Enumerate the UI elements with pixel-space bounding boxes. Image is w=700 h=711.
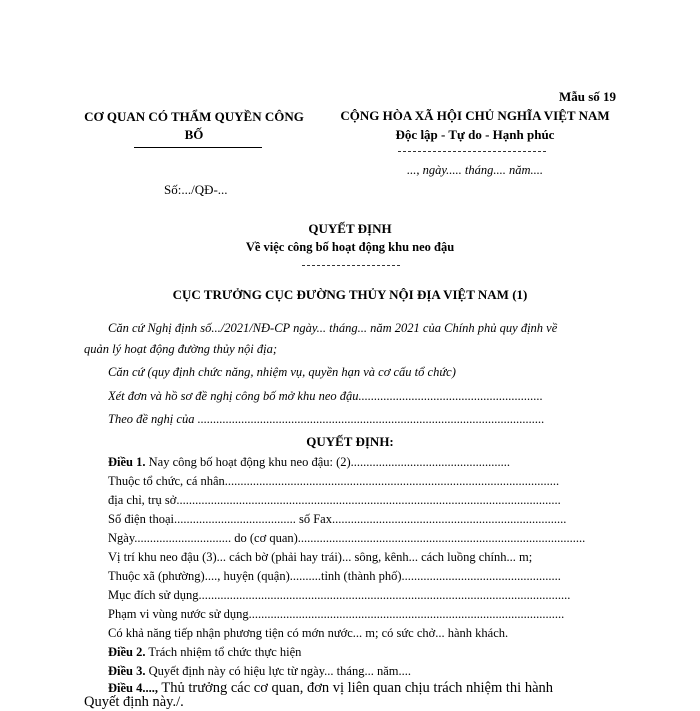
agency-name-line1: CƠ QUAN CÓ THẨM QUYỀN CÔNG	[84, 109, 304, 124]
article-4-continuation: Quyết định này./.	[84, 694, 184, 710]
article-2	[108, 645, 301, 660]
article-2-label: Điều 2.	[108, 645, 146, 659]
article-3	[108, 664, 411, 679]
article-1-line: Thuộc xã (phường)...., huyện (quận)..........tỉnh (thành phố)...................................................	[108, 569, 561, 583]
decide-heading: QUYẾT ĐỊNH:	[306, 434, 394, 449]
article-1-line: địa chỉ, trụ sở...........................................................................................................................	[108, 493, 561, 507]
article-1-line: Số điện thoại....................................... số Fax...........................................................................	[108, 512, 567, 526]
article-3-label: Điều 3.	[108, 664, 146, 678]
preamble-line-1b: quản lý hoạt động đường thủy nội địa;	[84, 342, 277, 356]
document-number: Số:.../QĐ-...	[164, 182, 228, 197]
article-3-text: Quyết định này có hiệu lực từ ngày... tháng... năm....	[145, 664, 411, 678]
subtitle-underline	[302, 265, 400, 266]
preamble-line-1a: Căn cứ Nghị định số.../2021/NĐ-CP ngày... tháng... năm 2021 của Chính phủ quy định về	[108, 321, 558, 335]
article-1-line: Ngày............................... do (cơ quan)............................................................................................	[108, 531, 586, 545]
agency-underline	[134, 147, 262, 148]
preamble-line-2: Căn cứ (quy định chức năng, nhiệm vụ, quyền hạn và cơ cấu tổ chức)	[108, 365, 456, 379]
national-motto: Độc lập - Tự do - Hạnh phúc	[395, 127, 555, 142]
document-date: ..., ngày..... tháng.... năm....	[406, 163, 544, 177]
preamble-line-4: Theo đề nghị của ...............................................................................................................	[108, 412, 545, 426]
article-1-line: Vị trí khu neo đậu (3)... cách bờ (phải hay trái)... sông, kênh... cách luồng chính... m;	[108, 550, 533, 564]
preamble-line-3: Xét đơn và hồ sơ đề nghị công bố mở khu neo đậu...........................................................	[108, 389, 543, 403]
national-title: CỘNG HÒA XÃ HỘI CHỦ NGHĨA VIỆT NAM	[340, 108, 610, 123]
article-1-line: Thuộc tổ chức, cá nhân...........................................................................................................	[108, 474, 560, 488]
issuing-authority: CỤC TRƯỞNG CỤC ĐƯỜNG THỦY NỘI ĐỊA VIỆT NAM (1)	[172, 287, 528, 302]
article-4-text: Thủ trưởng các cơ quan, đơn vị liên quan chịu trách nhiệm thi hành	[158, 680, 554, 696]
decision-subtitle: Về việc công bố hoạt động khu neo đậu	[245, 240, 455, 254]
article-1-label: Điều 1.	[108, 455, 146, 469]
article-1-line: Mục đích sử dụng.......................................................................................................................	[108, 588, 571, 602]
article-4-label: Điều 4....,	[108, 681, 158, 695]
motto-underline	[398, 151, 546, 152]
decision-title: QUYẾT ĐỊNH	[308, 221, 392, 236]
article-1-line: Phạm vi vùng nước sử dụng.....................................................................................................	[108, 607, 565, 621]
article-2-text: Trách nhiệm tổ chức thực hiện	[145, 645, 302, 659]
article-1-line: Có khả năng tiếp nhận phương tiện có mớn nước... m; có sức chở... hành khách.	[108, 626, 509, 640]
article-1-text: Nay công bố hoạt động khu neo đậu: (2)...................................................	[145, 455, 511, 469]
article-1	[108, 455, 613, 470]
form-number: Mẫu số 19	[558, 89, 616, 104]
agency-header	[84, 108, 304, 144]
agency-name-line2: BỐ	[184, 127, 204, 142]
